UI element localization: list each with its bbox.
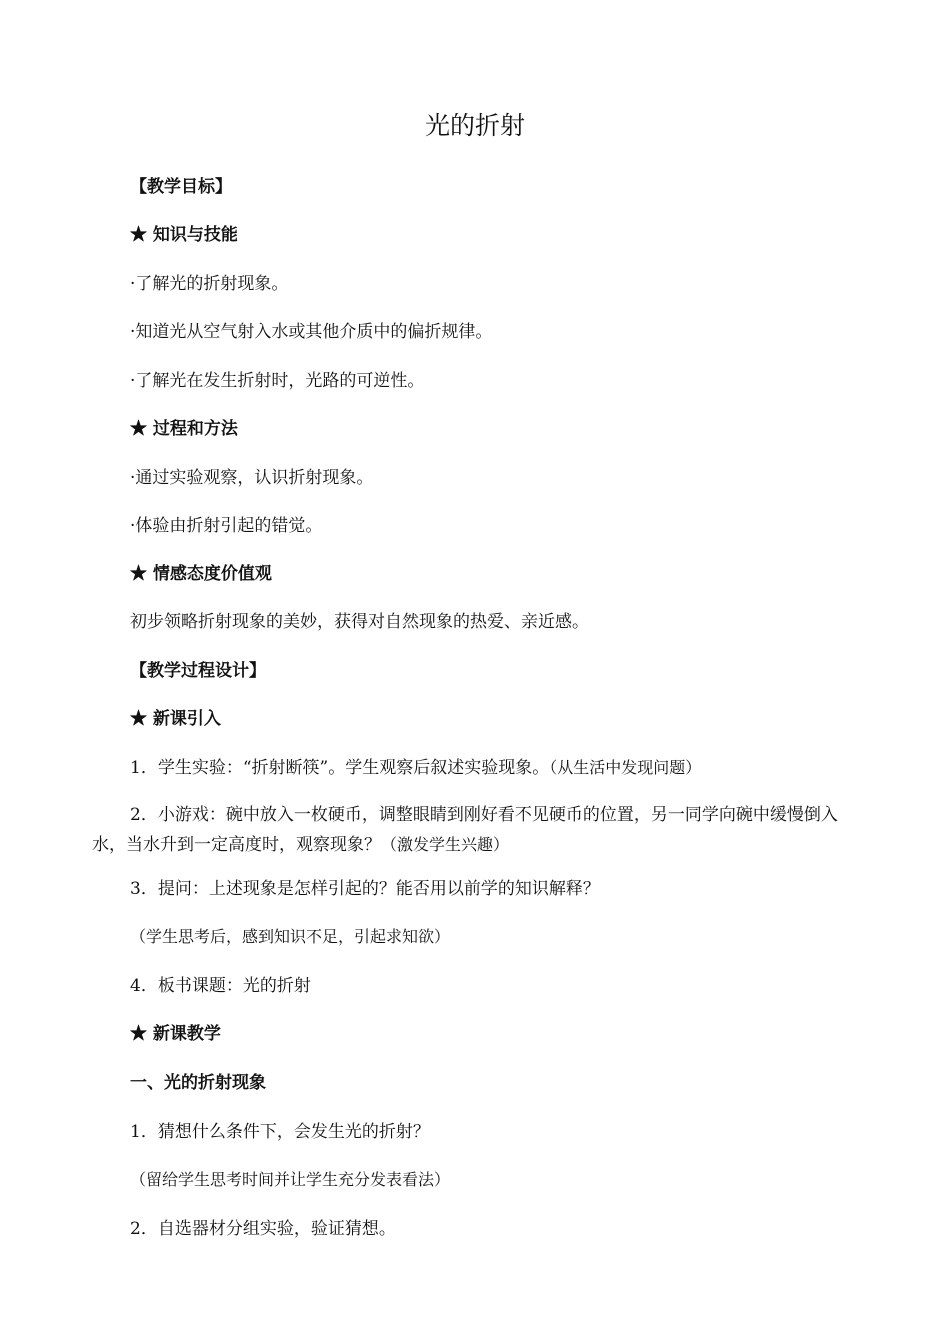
bullet-item: ·通过实验观察，认识折射现象。 — [130, 468, 374, 488]
bullet-item: ·了解光在发生折射时，光路的可逆性。 — [130, 371, 425, 391]
subheading-emotion-values: ★ 情感态度价值观 — [130, 564, 272, 584]
subheading-knowledge-skills: ★ 知识与技能 — [130, 225, 238, 245]
numbered-item: 3．提问：上述现象是怎样引起的？能否用以前学的知识解释？ — [130, 879, 600, 899]
item-note: （从生活中发现问题） — [549, 758, 702, 777]
section-heading-refraction: 一、光的折射现象 — [130, 1073, 266, 1093]
teaching-note: （学生思考后，感到知识不足，引起求知欲） — [130, 927, 451, 946]
section-heading-teaching-process: 【教学过程设计】 — [130, 661, 266, 681]
numbered-item — [92, 800, 862, 860]
item-text: 2．小游戏：碗中放入一枚硬币，调整眼睛到刚好看不见硬币的位置，另一同学向碗中缓慢倒入水，当水升到一定高度时，观察现象？ — [92, 805, 838, 855]
numbered-item — [130, 755, 870, 781]
section-heading-teaching-goals: 【教学目标】 — [130, 177, 232, 197]
bullet-item: ·了解光的折射现象。 — [130, 274, 289, 294]
numbered-item: 1．猜想什么条件下，会发生光的折射？ — [130, 1122, 430, 1142]
page-title: 光的折射 — [424, 111, 525, 140]
bullet-item: ·体验由折射引起的错觉。 — [130, 516, 323, 536]
item-text: 1．学生实验：“折射断筷”。学生观察后叙述实验现象。 — [130, 758, 550, 778]
paragraph: 初步领略折射现象的美妙，获得对自然现象的热爱、亲近感。 — [130, 612, 589, 632]
subheading-process-method: ★ 过程和方法 — [130, 419, 238, 439]
numbered-item: 2．自选器材分组实验，验证猜想。 — [130, 1219, 396, 1239]
subheading-new-lesson-intro: ★ 新课引入 — [130, 709, 221, 729]
numbered-item: 4．板书课题：光的折射 — [130, 976, 311, 996]
item-note: （激发学生兴趣） — [381, 835, 510, 854]
bullet-item: ·知道光从空气射入水或其他介质中的偏折规律。 — [130, 322, 493, 342]
subheading-new-lesson-teaching: ★ 新课教学 — [130, 1024, 221, 1044]
teaching-note: （留给学生思考时间并让学生充分发表看法） — [130, 1170, 451, 1189]
